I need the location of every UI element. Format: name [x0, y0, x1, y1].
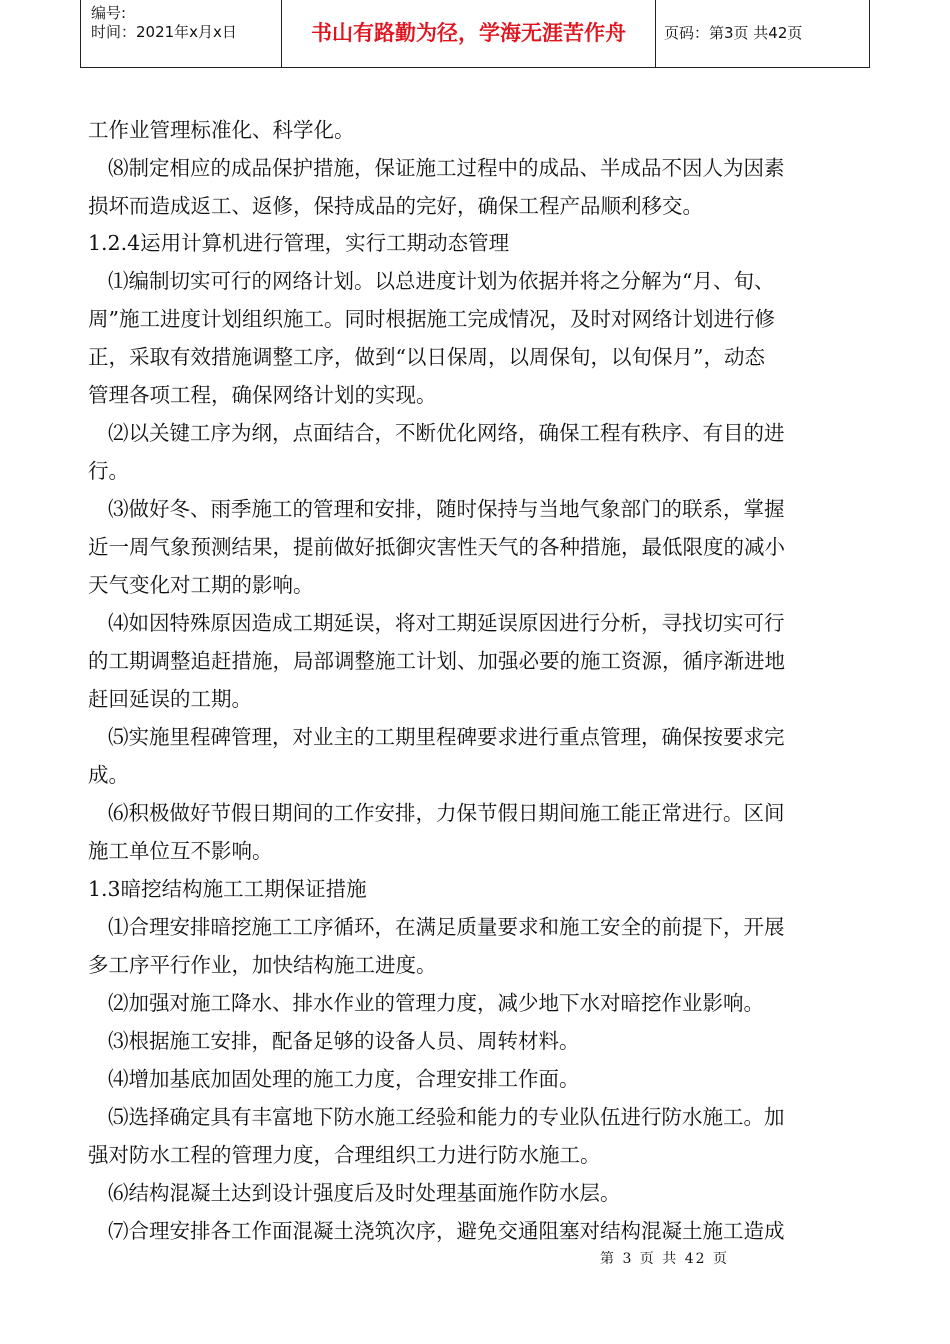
- text-line: 损坏而造成返工、返修，保持成品的完好，确保工程产品顺利移交。: [88, 194, 703, 218]
- text-line: ⑺合理安排各工作面混凝土浇筑次序，避免交通阻塞对结构混凝土施工造成: [108, 1219, 785, 1243]
- text-line: 的工期调整追赶措施，局部调整施工计划、加强必要的施工资源，循序渐进地: [88, 649, 785, 673]
- text-line: ⑸选择确定具有丰富地下防水施工经验和能力的专业队伍进行防水施工。加: [108, 1105, 785, 1129]
- text-line: 行。: [88, 459, 129, 483]
- document-time-label: 时间：2021年x月x日: [91, 23, 237, 41]
- header-page-number: 页码：第3页 共42页: [656, 0, 870, 67]
- text-line: 近一周气象预测结果，提前做好抵御灾害性天气的各种措施，最低限度的减小: [88, 535, 785, 559]
- document-number-label: 编号:: [91, 4, 127, 22]
- text-line: ⑴合理安排暗挖施工工序循环，在满足质量要求和施工安全的前提下，开展: [108, 915, 785, 939]
- text-line: ⑵以关键工序为纲，点面结合，不断优化网络，确保工程有秩序、有目的进: [108, 421, 785, 445]
- text-line: 强对防水工程的管理力度，合理组织工力进行防水施工。: [88, 1143, 601, 1167]
- text-line: 施工单位互不影响。: [88, 839, 273, 863]
- page-footer: 第 3 页 共 42 页: [600, 1251, 729, 1267]
- text-line: ⑹积极做好节假日期间的工作安排，力保节假日期间施工能正常进行。区间: [108, 801, 785, 825]
- text-line: 天气变化对工期的影响。: [88, 573, 314, 597]
- section-heading: 1.2.4运用计算机进行管理，实行工期动态管理: [88, 231, 510, 255]
- text-line: 正，采取有效措施调整工序，做到“以日保周，以周保旬，以旬保月”，动态: [88, 345, 765, 369]
- text-line: ⑷增加基底加固处理的施工力度，合理安排工作面。: [108, 1067, 580, 1091]
- header-motto: 书山有路勤为径，学海无涯苦作舟: [282, 0, 656, 67]
- text-line: ⑴编制切实可行的网络计划。以总进度计划为依据并将之分解为“月、旬、: [108, 269, 775, 293]
- text-line: 周”施工进度计划组织施工。同时根据施工完成情况，及时对网络计划进行修: [88, 307, 775, 331]
- text-line: ⑸实施里程碑管理，对业主的工期里程碑要求进行重点管理，确保按要求完: [108, 725, 785, 749]
- text-line: 成。: [88, 763, 129, 787]
- text-line: ⑶根据施工安排，配备足够的设备人员、周转材料。: [108, 1029, 580, 1053]
- text-line: ⑻制定相应的成品保护措施，保证施工过程中的成品、半成品不因人为因素: [108, 156, 785, 180]
- text-line: 多工序平行作业，加快结构施工进度。: [88, 953, 437, 977]
- text-line: 管理各项工程，确保网络计划的实现。: [88, 383, 437, 407]
- section-heading: 1.3暗挖结构施工工期保证措施: [88, 877, 367, 901]
- text-line: 赶回延误的工期。: [88, 687, 252, 711]
- text-line: ⑵加强对施工降水、排水作业的管理力度，减少地下水对暗挖作业影响。: [108, 991, 764, 1015]
- text-line: ⑶做好冬、雨季施工的管理和安排，随时保持与当地气象部门的联系，掌握: [108, 497, 785, 521]
- text-line: 工作业管理标准化、科学化。: [88, 118, 355, 142]
- text-line: ⑹结构混凝土达到设计强度后及时处理基面施作防水层。: [108, 1181, 621, 1205]
- text-line: ⑷如因特殊原因造成工期延误，将对工期延误原因进行分析，寻找切实可行: [108, 611, 785, 635]
